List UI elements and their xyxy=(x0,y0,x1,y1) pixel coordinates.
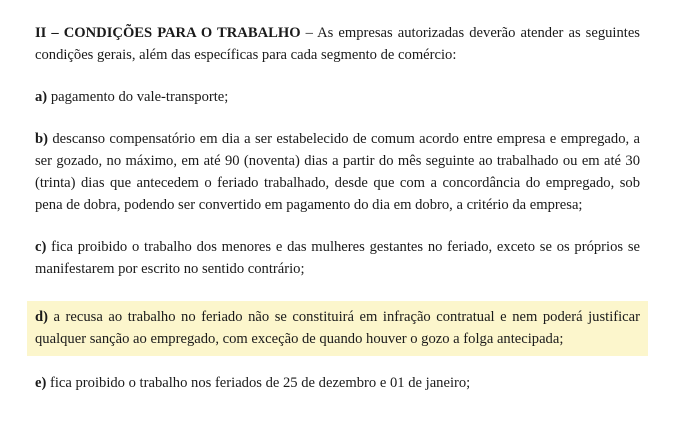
item-d-paragraph-highlighted xyxy=(27,301,648,356)
section-heading-paragraph xyxy=(35,22,640,66)
item-b-letter: b) xyxy=(35,131,48,147)
item-e-text: fica proibido o trabalho nos feriados de 25 de dezembro e 01 de janeiro; xyxy=(46,375,471,391)
item-d-text: a recusa ao trabalho no feriado não se constituirá em infração contratual e nem poderá justificar qualquer sanção ao empregado, com exceção de quando houver o gozo a folga antecipada; xyxy=(35,309,640,347)
item-e-letter: e) xyxy=(35,375,47,391)
section-heading-label: II – CONDIÇÕES PARA O TRABALHO xyxy=(35,25,301,41)
item-b-text: descanso compensatório em dia a ser estabelecido de comum acordo entre empresa e empregado, a ser gozado, no máximo, em até 90 (noventa) dias a partir do mês seguinte ao trabalhado ou em até 30 (trinta) dias que antecedem o feriado trabalhado, desde que com a concordância do empregado, sob pena de dobra, podendo ser convertido em pagamento do dia em dobro, a critério da empresa; xyxy=(35,131,640,213)
item-c-paragraph xyxy=(35,236,640,280)
item-d-letter: d) xyxy=(35,309,48,325)
item-a-text: pagamento do vale-transporte; xyxy=(47,89,229,105)
item-c-letter: c) xyxy=(35,239,47,255)
section-heading-text: – As empresas autorizadas deverão atender as seguintes condições gerais, além das específicas para cada segmento de comércio: xyxy=(35,25,640,63)
item-a-letter: a) xyxy=(35,89,48,105)
item-a-paragraph xyxy=(35,86,640,108)
item-c-text: fica proibido o trabalho dos menores e das mulheres gestantes no feriado, exceto se os próprios se manifestarem por escrito no sentido contrário; xyxy=(35,239,640,277)
item-b-paragraph xyxy=(35,128,640,216)
item-e-paragraph xyxy=(35,372,640,394)
